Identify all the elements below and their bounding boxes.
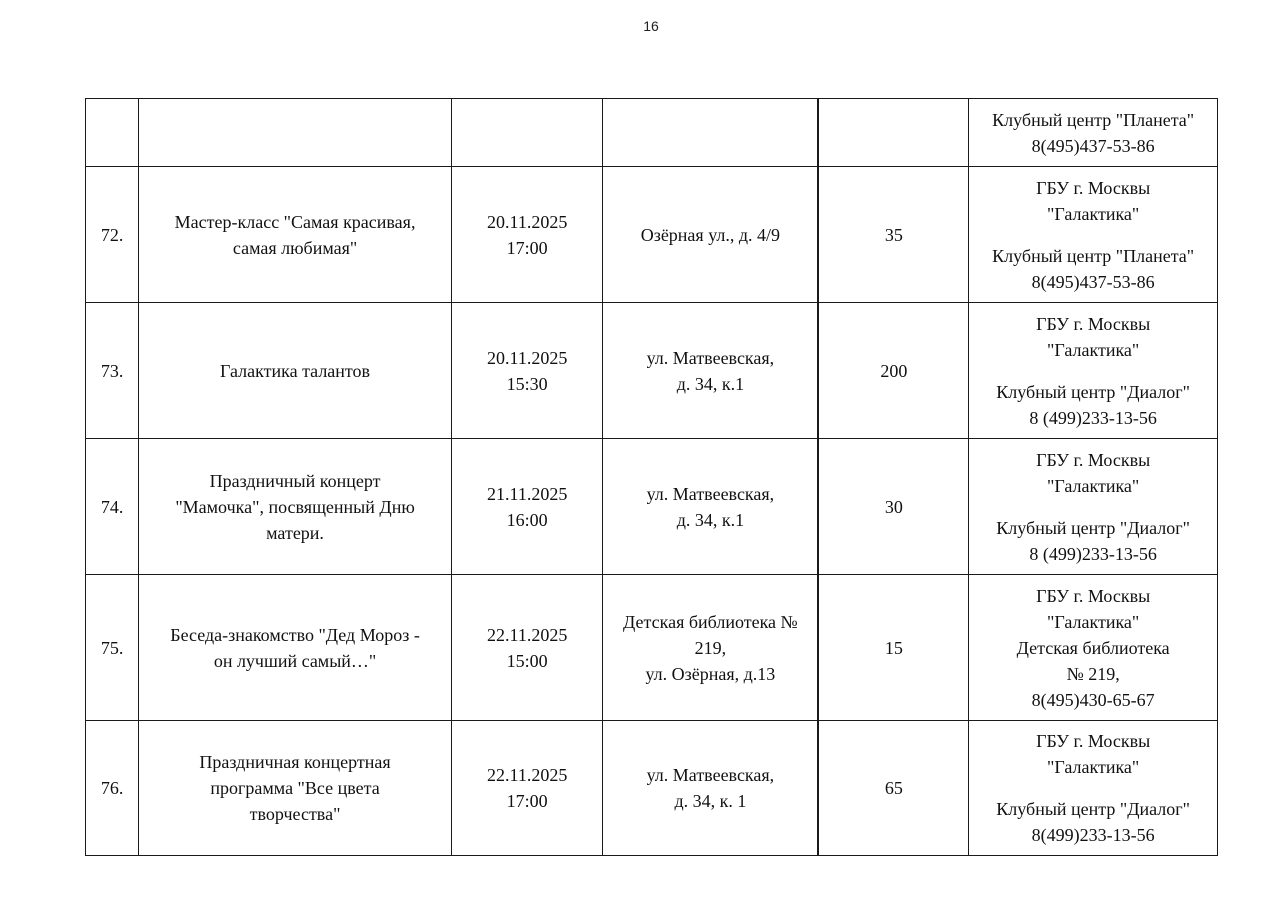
event-name-line: Мастер-класс "Самая красивая, [174, 211, 416, 232]
event-name-cell [139, 99, 452, 167]
organizer-spacer [973, 363, 1213, 379]
organizer-line: ГБУ г. Москвы [1036, 449, 1151, 470]
organizer-cell [969, 439, 1218, 575]
address-cell [603, 721, 819, 856]
event-name-line: Галактика талантов [220, 360, 371, 381]
participants-count: 65 [818, 721, 968, 856]
event-name-cell [139, 721, 452, 856]
participants-count: 35 [818, 167, 968, 303]
organizer-line: "Галактика" [1047, 611, 1140, 632]
organizer-line: "Галактика" [1047, 339, 1140, 360]
address-line: Детская библиотека № [623, 611, 798, 632]
event-name-line: творчества" [249, 804, 341, 824]
organizer-cell [969, 303, 1218, 439]
organizer-cell [969, 721, 1218, 856]
row-number: 75. [86, 575, 139, 721]
organizer-line: Клубный центр "Планета" [992, 245, 1195, 266]
events-table [85, 98, 1218, 856]
organizer-line: "Галактика" [1047, 475, 1140, 496]
participants-count: 200 [818, 303, 968, 439]
event-name-line: матери. [266, 522, 324, 543]
event-name-line: он лучший самый…" [213, 650, 377, 671]
row-number: 72. [86, 167, 139, 303]
table-row [86, 167, 1218, 303]
address-line: ул. Озёрная, д.13 [645, 663, 776, 684]
datetime-line: 20.11.2025 [486, 211, 568, 232]
organizer-line: ГБУ г. Москвы [1036, 731, 1151, 751]
address-line: Озёрная ул., д. 4/9 [640, 224, 781, 245]
event-name-cell [139, 303, 452, 439]
page-number: 16 [643, 18, 659, 34]
organizer-line: Клубный центр "Диалог" [996, 799, 1191, 819]
datetime-line: 15:00 [506, 650, 548, 671]
address-cell [603, 303, 819, 439]
organizer-spacer [973, 227, 1213, 243]
address-line: ул. Матвеевская, [646, 765, 775, 785]
datetime-line: 21.11.2025 [486, 483, 568, 504]
address-cell [603, 575, 819, 721]
organizer-line: "Галактика" [1047, 757, 1140, 777]
organizer-line: 8(499)233-13-56 [1031, 825, 1155, 845]
event-name-line: Праздничная концертная [199, 752, 391, 772]
row-number [86, 99, 139, 167]
organizer-line: 8(495)437-53-86 [1031, 135, 1155, 156]
datetime-line: 16:00 [506, 509, 548, 530]
datetime-cell [451, 721, 602, 856]
address-line: ул. Матвеевская, [646, 483, 775, 504]
organizer-line: ГБУ г. Москвы [1036, 585, 1151, 606]
organizer-spacer [973, 499, 1213, 515]
organizer-cell [969, 167, 1218, 303]
organizer-line: 8 (499)233-13-56 [1029, 407, 1157, 428]
event-name-cell [139, 575, 452, 721]
participants-count: 15 [818, 575, 968, 721]
event-name-line: Беседа-знакомство "Дед Мороз - [170, 624, 420, 645]
organizer-line: ГБУ г. Москвы [1036, 177, 1151, 198]
address-cell [603, 99, 819, 167]
datetime-cell [451, 167, 602, 303]
address-cell [603, 439, 819, 575]
datetime-line: 20.11.2025 [486, 347, 568, 368]
participants-count: 30 [818, 439, 968, 575]
organizer-line: Детская библиотека [1016, 637, 1170, 658]
table-row [86, 721, 1218, 856]
datetime-line: 22.11.2025 [486, 765, 568, 785]
organizer-line: "Галактика" [1047, 203, 1140, 224]
table-row [86, 99, 1218, 167]
organizer-line: ГБУ г. Москвы [1036, 313, 1151, 334]
event-name-line: Праздничный концерт [209, 470, 381, 491]
address-cell [603, 167, 819, 303]
organizer-line: Клубный центр "Диалог" [996, 381, 1191, 402]
datetime-cell [451, 575, 602, 721]
address-line: д. 34, к.1 [676, 373, 745, 394]
event-name-line: самая любимая" [232, 237, 358, 258]
datetime-cell [451, 439, 602, 575]
table-row [86, 303, 1218, 439]
organizer-cell [969, 575, 1218, 721]
datetime-line: 17:00 [506, 791, 548, 811]
organizer-line: Клубный центр "Планета" [992, 109, 1195, 130]
organizer-line: № 219, [1066, 663, 1120, 684]
datetime-line: 15:30 [506, 373, 548, 394]
datetime-line: 22.11.2025 [486, 624, 568, 645]
event-name-line: программа "Все цвета [210, 778, 380, 798]
address-line: ул. Матвеевская, [646, 347, 775, 368]
organizer-line: 8(495)437-53-86 [1031, 271, 1155, 292]
row-number: 74. [86, 439, 139, 575]
address-line: 219, [694, 637, 727, 658]
event-name-cell [139, 167, 452, 303]
organizer-spacer [973, 780, 1213, 796]
table-row [86, 439, 1218, 575]
datetime-line: 17:00 [506, 237, 548, 258]
row-number: 76. [86, 721, 139, 856]
organizer-line: Клубный центр "Диалог" [996, 517, 1191, 538]
address-line: д. 34, к.1 [676, 509, 745, 530]
organizer-cell [969, 99, 1218, 167]
datetime-cell [451, 99, 602, 167]
datetime-cell [451, 303, 602, 439]
table-row [86, 575, 1218, 721]
event-name-cell [139, 439, 452, 575]
organizer-line: 8 (499)233-13-56 [1029, 543, 1157, 564]
participants-count [818, 99, 968, 167]
organizer-line: 8(495)430-65-67 [1031, 689, 1155, 710]
row-number: 73. [86, 303, 139, 439]
event-name-line: "Мамочка", посвященный Дню [175, 496, 415, 517]
address-line: д. 34, к. 1 [674, 791, 747, 811]
